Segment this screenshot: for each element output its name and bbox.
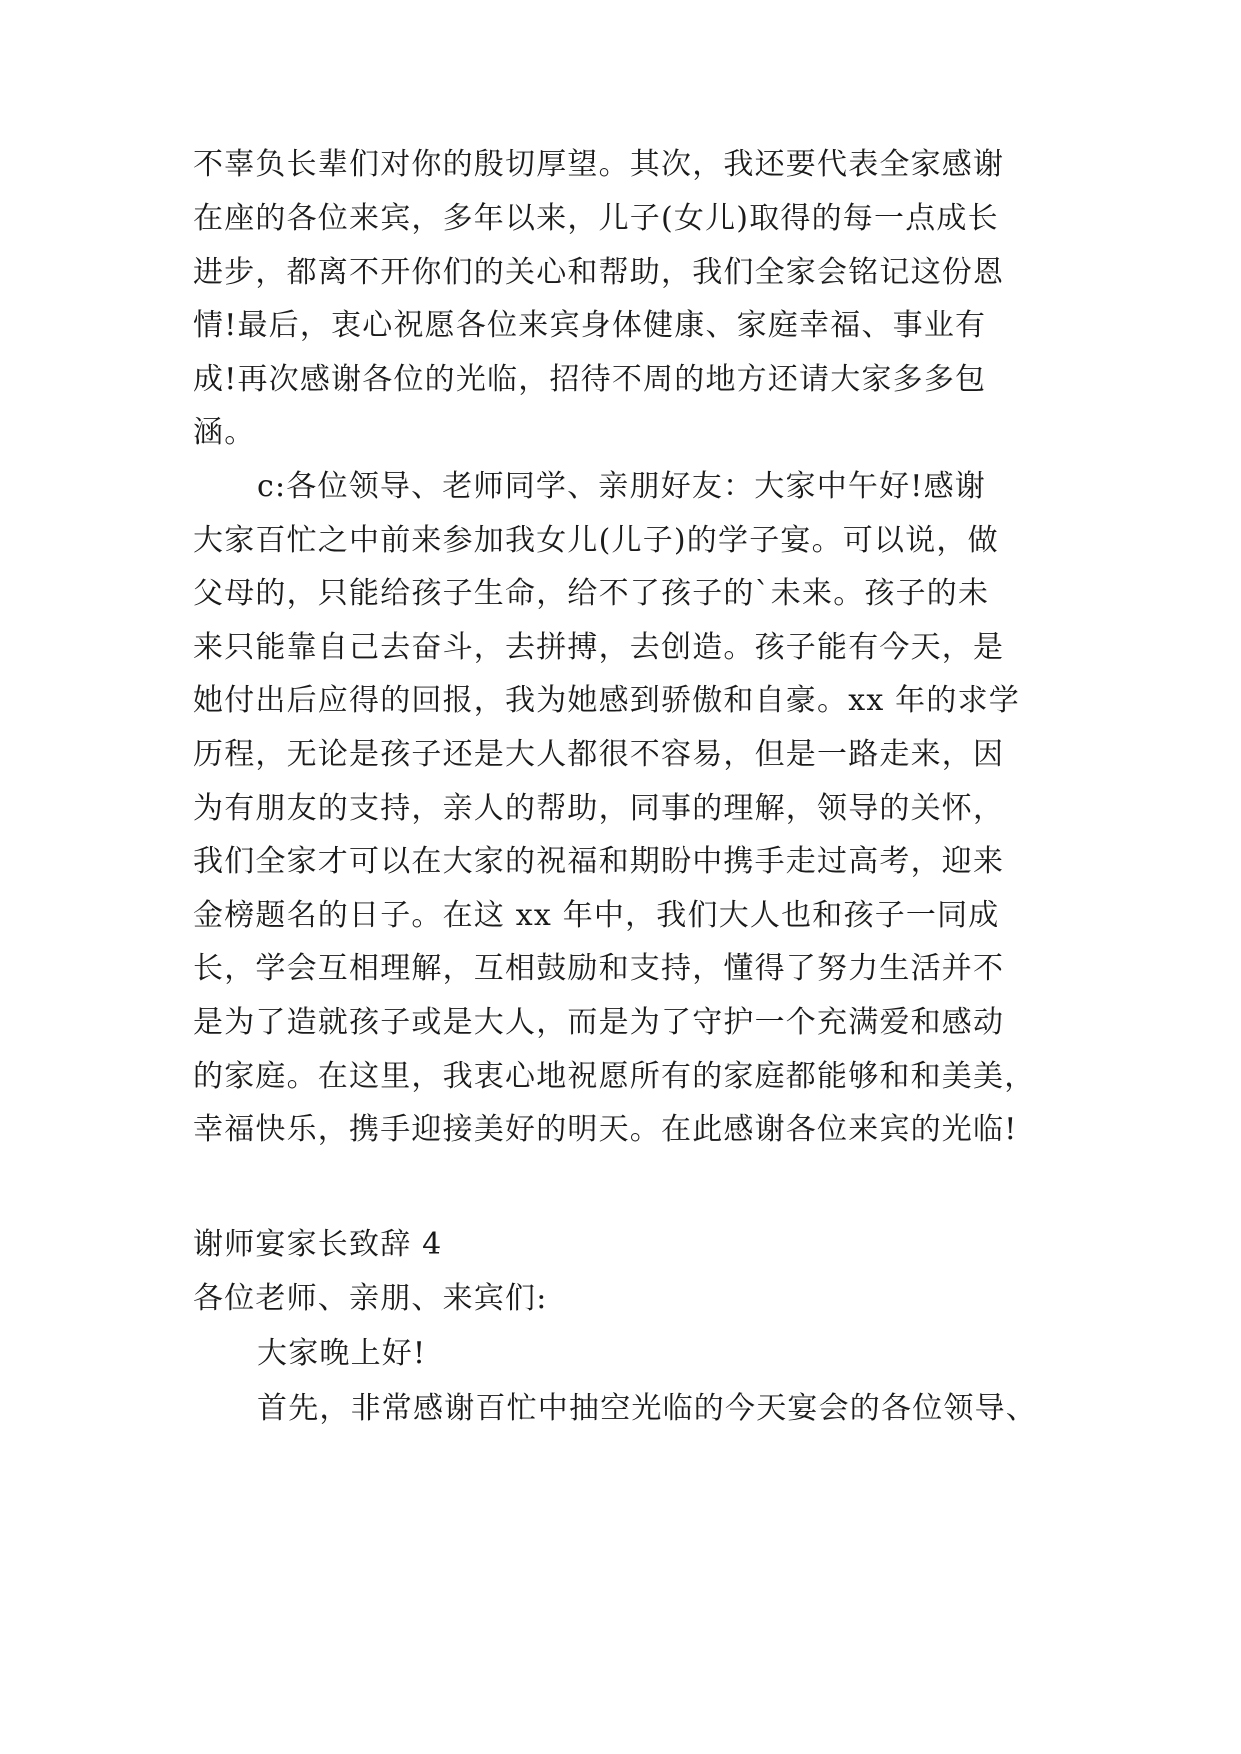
opening-line: 首先，非常感谢百忙中抽空光临的今天宴会的各位领导、 xyxy=(257,1391,1037,1426)
paragraph-line: 她付出后应得的回报，我为她感到骄傲和自豪。xx 年的求学 xyxy=(193,683,1020,718)
paragraph-line: 涵。 xyxy=(193,415,256,450)
paragraph-line: 来只能靠自己去奋斗，去拼搏，去创造。孩子能有今天，是 xyxy=(193,630,1005,665)
paragraph-line: 历程，无论是孩子还是大人都很不容易，但是一路走来，因 xyxy=(193,737,1005,772)
paragraph-line: 情!最后，衷心祝愿各位来宾身体健康、家庭幸福、事业有 xyxy=(193,308,987,343)
paragraph-line: 长，学会互相理解，互相鼓励和支持，懂得了努力生活并不 xyxy=(193,951,1005,986)
paragraph-line: 为有朋友的支持，亲人的帮助，同事的理解，领导的关怀， xyxy=(193,791,1005,826)
paragraph-line: 不辜负长辈们对你的殷切厚望。其次，我还要代表全家感谢 xyxy=(193,147,1005,182)
paragraph-line: 幸福快乐，携手迎接美好的明天。在此感谢各位来宾的光临! xyxy=(193,1112,1018,1147)
paragraph-line: 是为了造就孩子或是大人，而是为了守护一个充满爱和感动 xyxy=(193,1005,1005,1040)
paragraph-line: 我们全家才可以在大家的祝福和期盼中携手走过高考，迎来 xyxy=(193,844,1005,879)
paragraph-line: 在座的各位来宾，多年以来，儿子(女儿)取得的每一点成长 xyxy=(193,201,999,236)
paragraph-line: 金榜题名的日子。在这 xx 年中，我们大人也和孩子一同成 xyxy=(193,898,1000,933)
paragraph-line: 大家百忙之中前来参加我女儿(儿子)的学子宴。可以说，做 xyxy=(193,523,999,558)
paragraph-line: 父母的，只能给孩子生命，给不了孩子的`未来。孩子的未 xyxy=(193,576,990,611)
paragraph-line: c:各位领导、老师同学、亲朋好友：大家中午好!感谢 xyxy=(257,469,986,504)
paragraph-line: 成!再次感谢各位的光临，招待不周的地方还请大家多多包 xyxy=(193,362,987,397)
salutation: 各位老师、亲朋、来宾们: xyxy=(193,1281,548,1316)
greeting: 大家晚上好! xyxy=(257,1336,427,1371)
section-title: 谢师宴家长致辞 4 xyxy=(193,1227,443,1262)
paragraph-line: 进步，都离不开你们的关心和帮助，我们全家会铭记这份恩 xyxy=(193,255,1005,290)
paragraph-line: 的家庭。在这里，我衷心地祝愿所有的家庭都能够和和美美， xyxy=(193,1059,1036,1094)
